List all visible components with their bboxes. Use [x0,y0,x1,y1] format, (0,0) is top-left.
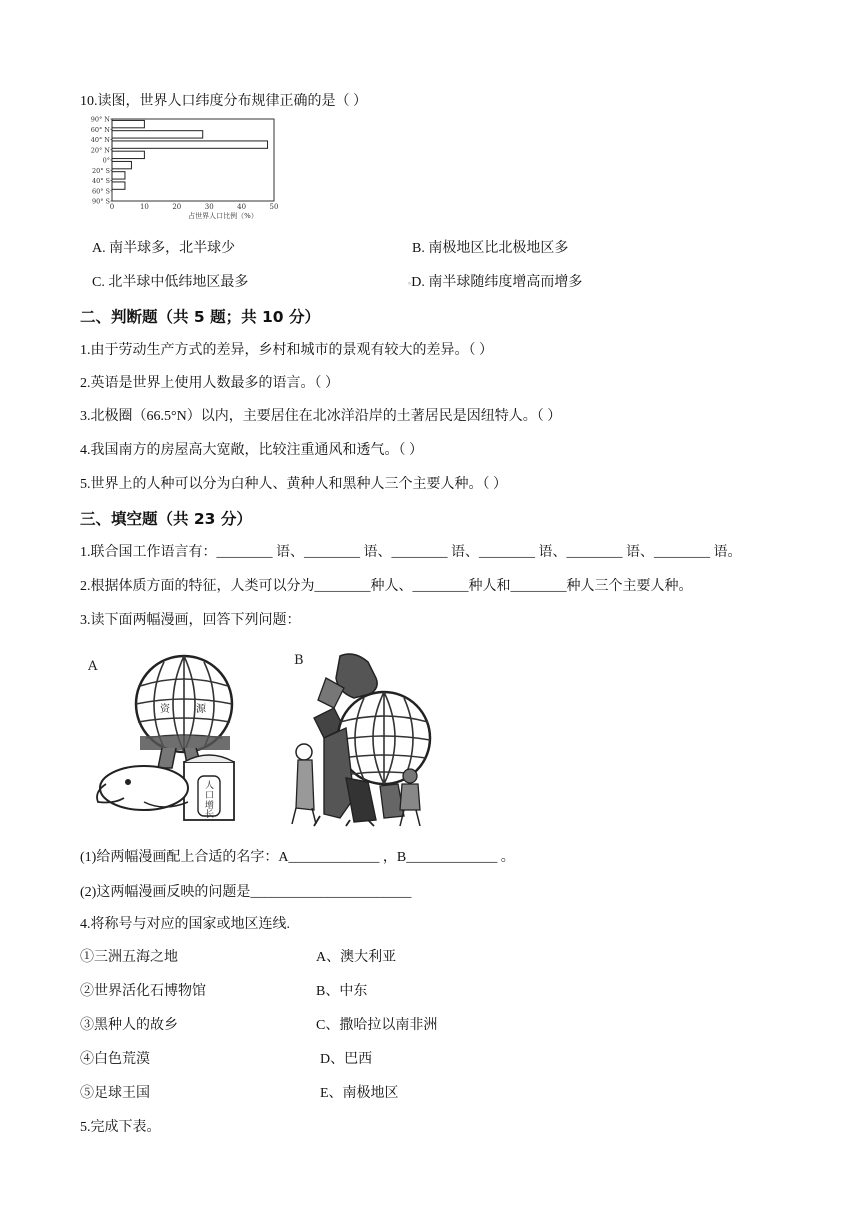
match-right-4: D、巴西 [320,1052,373,1067]
chart-bar [112,151,144,158]
option-c[interactable]: C. 北半球中低纬地区最多 [92,275,249,290]
fill-q2: 2.根据体质方面的特征，人类可以分为________种人、________种人和________种人三个主要人种。 [80,579,693,594]
cartoon-b-letter: B [294,653,304,668]
option-d-label: D. 南半球随纬度增高而增多 [411,275,583,290]
chart-bar [112,131,203,138]
judge-item-2: 2.英语是世界上使用人数最多的语言。（ ） [80,376,339,391]
match-left-3: ③黑种人的故乡 [80,1018,178,1033]
match-left-1: ①三洲五海之地 [80,950,178,965]
chart-bar [112,120,144,127]
chart-y-tick-label: 90° S [91,197,110,206]
fill-q4: 4.将称号与对应的国家或地区连线. [80,917,290,932]
fill-q3: 3.读下面两幅漫画，回答下列问题： [80,613,301,628]
chart-x-tick-label: 40 [237,203,247,211]
option-a[interactable]: A. 南半球多，北半球少 [92,241,236,256]
population-latitude-chart [84,115,336,221]
fill-q3-1: (1)给两幅漫画配上合适的名字：A_____________ ，B_____________ 。 [80,850,515,865]
chart-x-axis-label: 占世界人口比例（%） [188,212,258,220]
chart-bar [112,141,268,148]
match-right-5: E、南极地区 [320,1086,399,1101]
cartoon-b [284,648,440,828]
question-10-stem: 10.读图，世界人口纬度分布规律正确的是（ ） [80,94,367,109]
chart-y-tick-label: 0° [102,156,110,165]
cartoon-a [84,652,252,824]
cartoon-a-globe-left: 资 [160,704,170,715]
option-d[interactable]: ◦D. 南半球随纬度增高而增多 [408,275,583,290]
chart-x-tick-label: 10 [139,203,149,211]
chart-bar [112,172,125,179]
match-left-4: ④白色荒漠 [80,1052,150,1067]
option-b[interactable]: B. 南极地区比北极地区多 [412,241,569,256]
chart-y-tick-label: 20° N [90,146,110,155]
chart-x-tick-label: 0 [109,203,115,211]
judge-item-1: 1.由于劳动生产方式的差异，乡村和城市的景观有较大的差异。（ ） [80,343,493,358]
chart-y-tick-label: 60° N [90,125,110,134]
chart-y-tick-label: 60° S [91,187,110,196]
judge-item-5: 5.世界上的人种可以分为白种人、黄种人和黑种人三个主要人种。（ ） [80,477,507,492]
cartoon-a-sack-label: 人 口 增 长 [205,781,215,820]
match-right-2: B、中东 [316,984,368,999]
match-right-3: C、撒哈拉以南非洲 [316,1018,438,1033]
fill-q1: 1.联合国工作语言有：________ 语、________ 语、________ 语、________ 语、________ 语、________ 语。 [80,545,742,560]
match-left-5: ⑤足球王国 [80,1086,150,1101]
match-right-1: A、澳大利亚 [316,950,397,965]
chart-y-tick-label: 20° S [91,166,110,175]
chart-bar [112,161,131,168]
chart-x-tick-label: 50 [269,203,279,211]
cartoon-a-globe-right: 源 [196,704,206,715]
judge-item-3: 3.北极圈（66.5°N）以内，主要居住在北冰洋沿岸的土著居民是因纽特人。（ ） [80,409,562,424]
chart-y-tick-label: 90° N [90,115,110,124]
chart-bar [112,182,125,189]
chart-x-tick-label: 30 [204,203,214,211]
chart-y-tick-label: 40° N [90,136,110,144]
judge-item-4: 4.我国南方的房屋高大宽敞，比较注重通风和透气。（ ） [80,443,423,458]
chart-x-tick-label: 20 [172,203,182,211]
fill-q3-2: (2)这两幅漫画反映的问题是_______________________ [80,885,412,900]
fill-q5: 5.完成下表。 [80,1120,161,1135]
cartoon-a-letter: A [88,659,98,674]
section-2-heading: 二、判断题（共 5 题；共 10 分） [80,308,320,326]
chart-y-tick-label: 40° S [91,177,110,185]
section-3-heading: 三、填空题（共 23 分） [80,510,252,528]
match-left-2: ②世界活化石博物馆 [80,984,206,999]
